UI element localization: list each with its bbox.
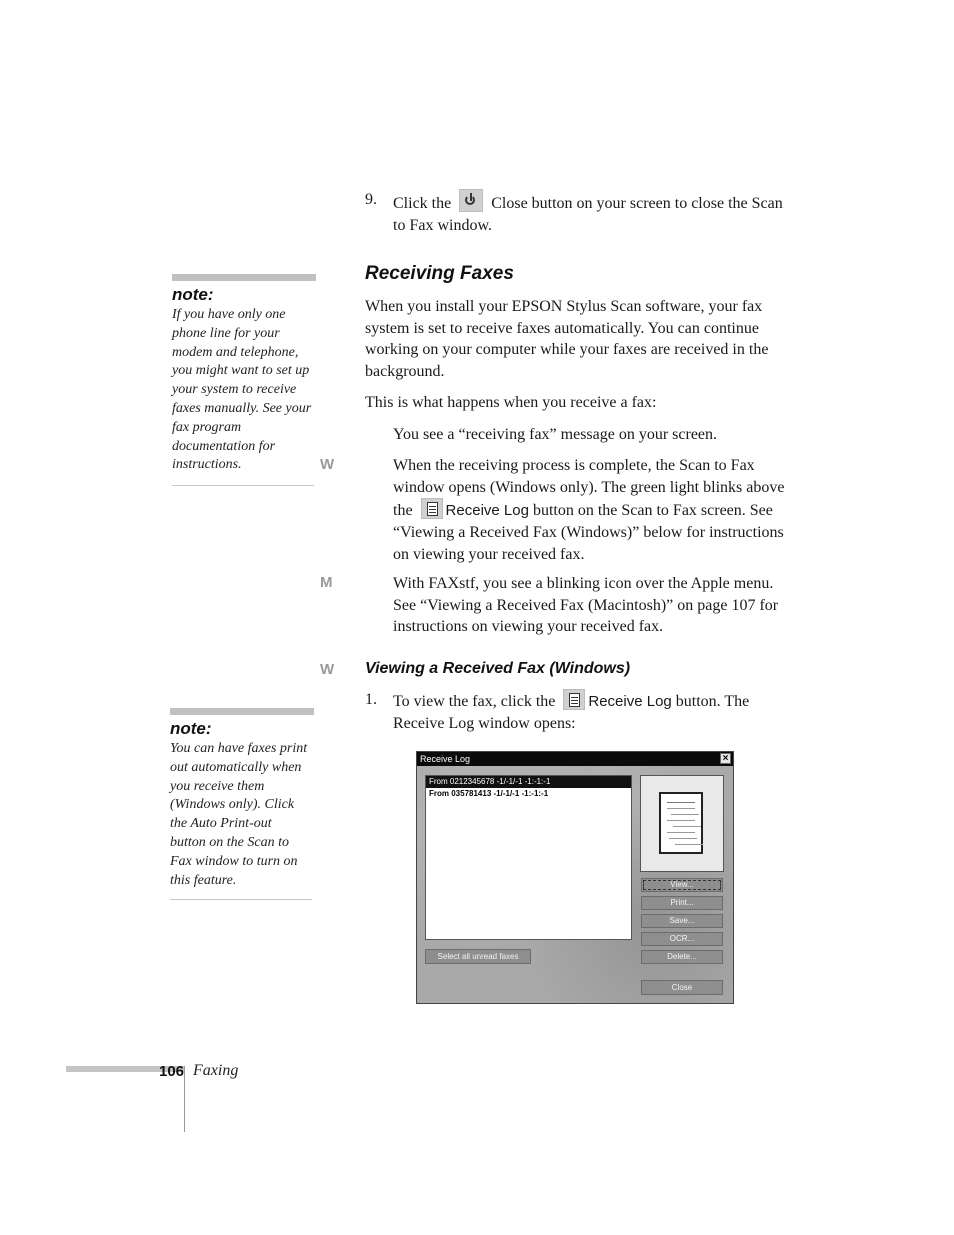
step-1 xyxy=(365,689,785,734)
delete-button[interactable]: Delete... xyxy=(641,950,723,964)
select-all-unread-button[interactable]: Select all unread faxes xyxy=(425,949,531,964)
view-button[interactable]: View... xyxy=(641,878,723,892)
step-text-after: Close button on your screen to close the Scan to Fax window. xyxy=(393,195,783,234)
step-text-before: Click the xyxy=(393,195,452,212)
footer-section-title: Faxing xyxy=(193,1062,239,1079)
step-number: 1. xyxy=(365,691,377,708)
step-text xyxy=(393,689,785,734)
step-text-before: To view the fax, click the xyxy=(393,693,556,710)
fax-list[interactable] xyxy=(425,775,632,940)
note-body: You can have faxes print out automatically when you receive them (Windows only). Click the Auto Print-out button on the Scan to Fax window to turn on this feature. xyxy=(170,741,308,888)
windows-marker: W xyxy=(320,456,335,473)
section-paragraph-1: When you install your EPSON Stylus Scan software, your fax system is set to receive faxes automatically. You can continue working on your computer while your faxes are received in the background. xyxy=(365,298,769,381)
receive-log-window xyxy=(416,751,734,1004)
section-paragraph-2: This is what happens when you receive a fax: xyxy=(365,394,657,411)
item-text-after: button on the Scan to Fax screen. See “Viewing a Received Fax (Windows)” below for instructions on viewing your received fax. xyxy=(393,502,784,563)
step-text-after: button. The Receive Log window opens: xyxy=(393,693,750,732)
ocr-button[interactable]: OCR... xyxy=(641,932,723,946)
note-title: note: xyxy=(170,719,212,738)
save-button[interactable]: Save... xyxy=(641,914,723,928)
subsection-heading: Viewing a Received Fax (Windows) xyxy=(365,660,631,677)
macintosh-marker: M xyxy=(320,574,333,591)
sidebar-note-2 xyxy=(170,708,314,900)
list-item-macintosh: With FAXstf, you see a blinking icon over the Apple menu. See “Viewing a Received Fax (Macintosh)” on page 107 for instructions on viewing your received fax. xyxy=(393,575,779,636)
footer-divider xyxy=(184,1066,185,1132)
list-item-windows xyxy=(393,455,788,566)
page-number: 106 xyxy=(159,1063,185,1080)
receive-log-label: Receive Log xyxy=(445,502,529,520)
print-button[interactable]: Print... xyxy=(641,896,723,910)
close-button[interactable]: Close xyxy=(641,980,723,995)
step-text xyxy=(393,189,785,236)
window-titlebar xyxy=(417,752,733,766)
fax-page-thumbnail xyxy=(659,792,703,854)
note-body: If you have only one phone line for your modem and telephone, you might want to set up your system to receive faxes manually. See your fax program documentation for instructions. xyxy=(172,307,312,473)
note-title: note: xyxy=(172,285,214,304)
step-number: 9. xyxy=(365,191,377,208)
receive-log-icon xyxy=(421,498,443,519)
close-icon[interactable]: × xyxy=(720,753,731,764)
receive-log-icon xyxy=(563,689,585,710)
fax-list-item[interactable]: From 0212345678 -1/-1/-1 -1:-1:-1 xyxy=(426,776,631,788)
note-bar xyxy=(170,708,314,715)
step-9 xyxy=(365,189,785,236)
receive-log-label: Receive Log xyxy=(588,693,672,710)
sidebar-note-1 xyxy=(172,274,316,486)
note-divider xyxy=(170,899,312,900)
note-bar xyxy=(172,274,316,281)
section-heading: Receiving Faxes xyxy=(365,263,514,284)
list-item: You see a “receiving fax” message on your screen. xyxy=(393,426,718,443)
note-divider xyxy=(172,485,314,486)
windows-marker: W xyxy=(320,661,335,678)
power-icon xyxy=(459,189,483,212)
window-title: Receive Log xyxy=(420,754,471,764)
fax-list-item[interactable]: From 035781413 -1/-1/-1 -1:-1:-1 xyxy=(429,789,549,798)
fax-preview xyxy=(640,775,724,872)
item-text-before: When the receiving process is complete, the Scan to Fax window opens (Windows only). The green light blinks above the xyxy=(393,457,785,520)
